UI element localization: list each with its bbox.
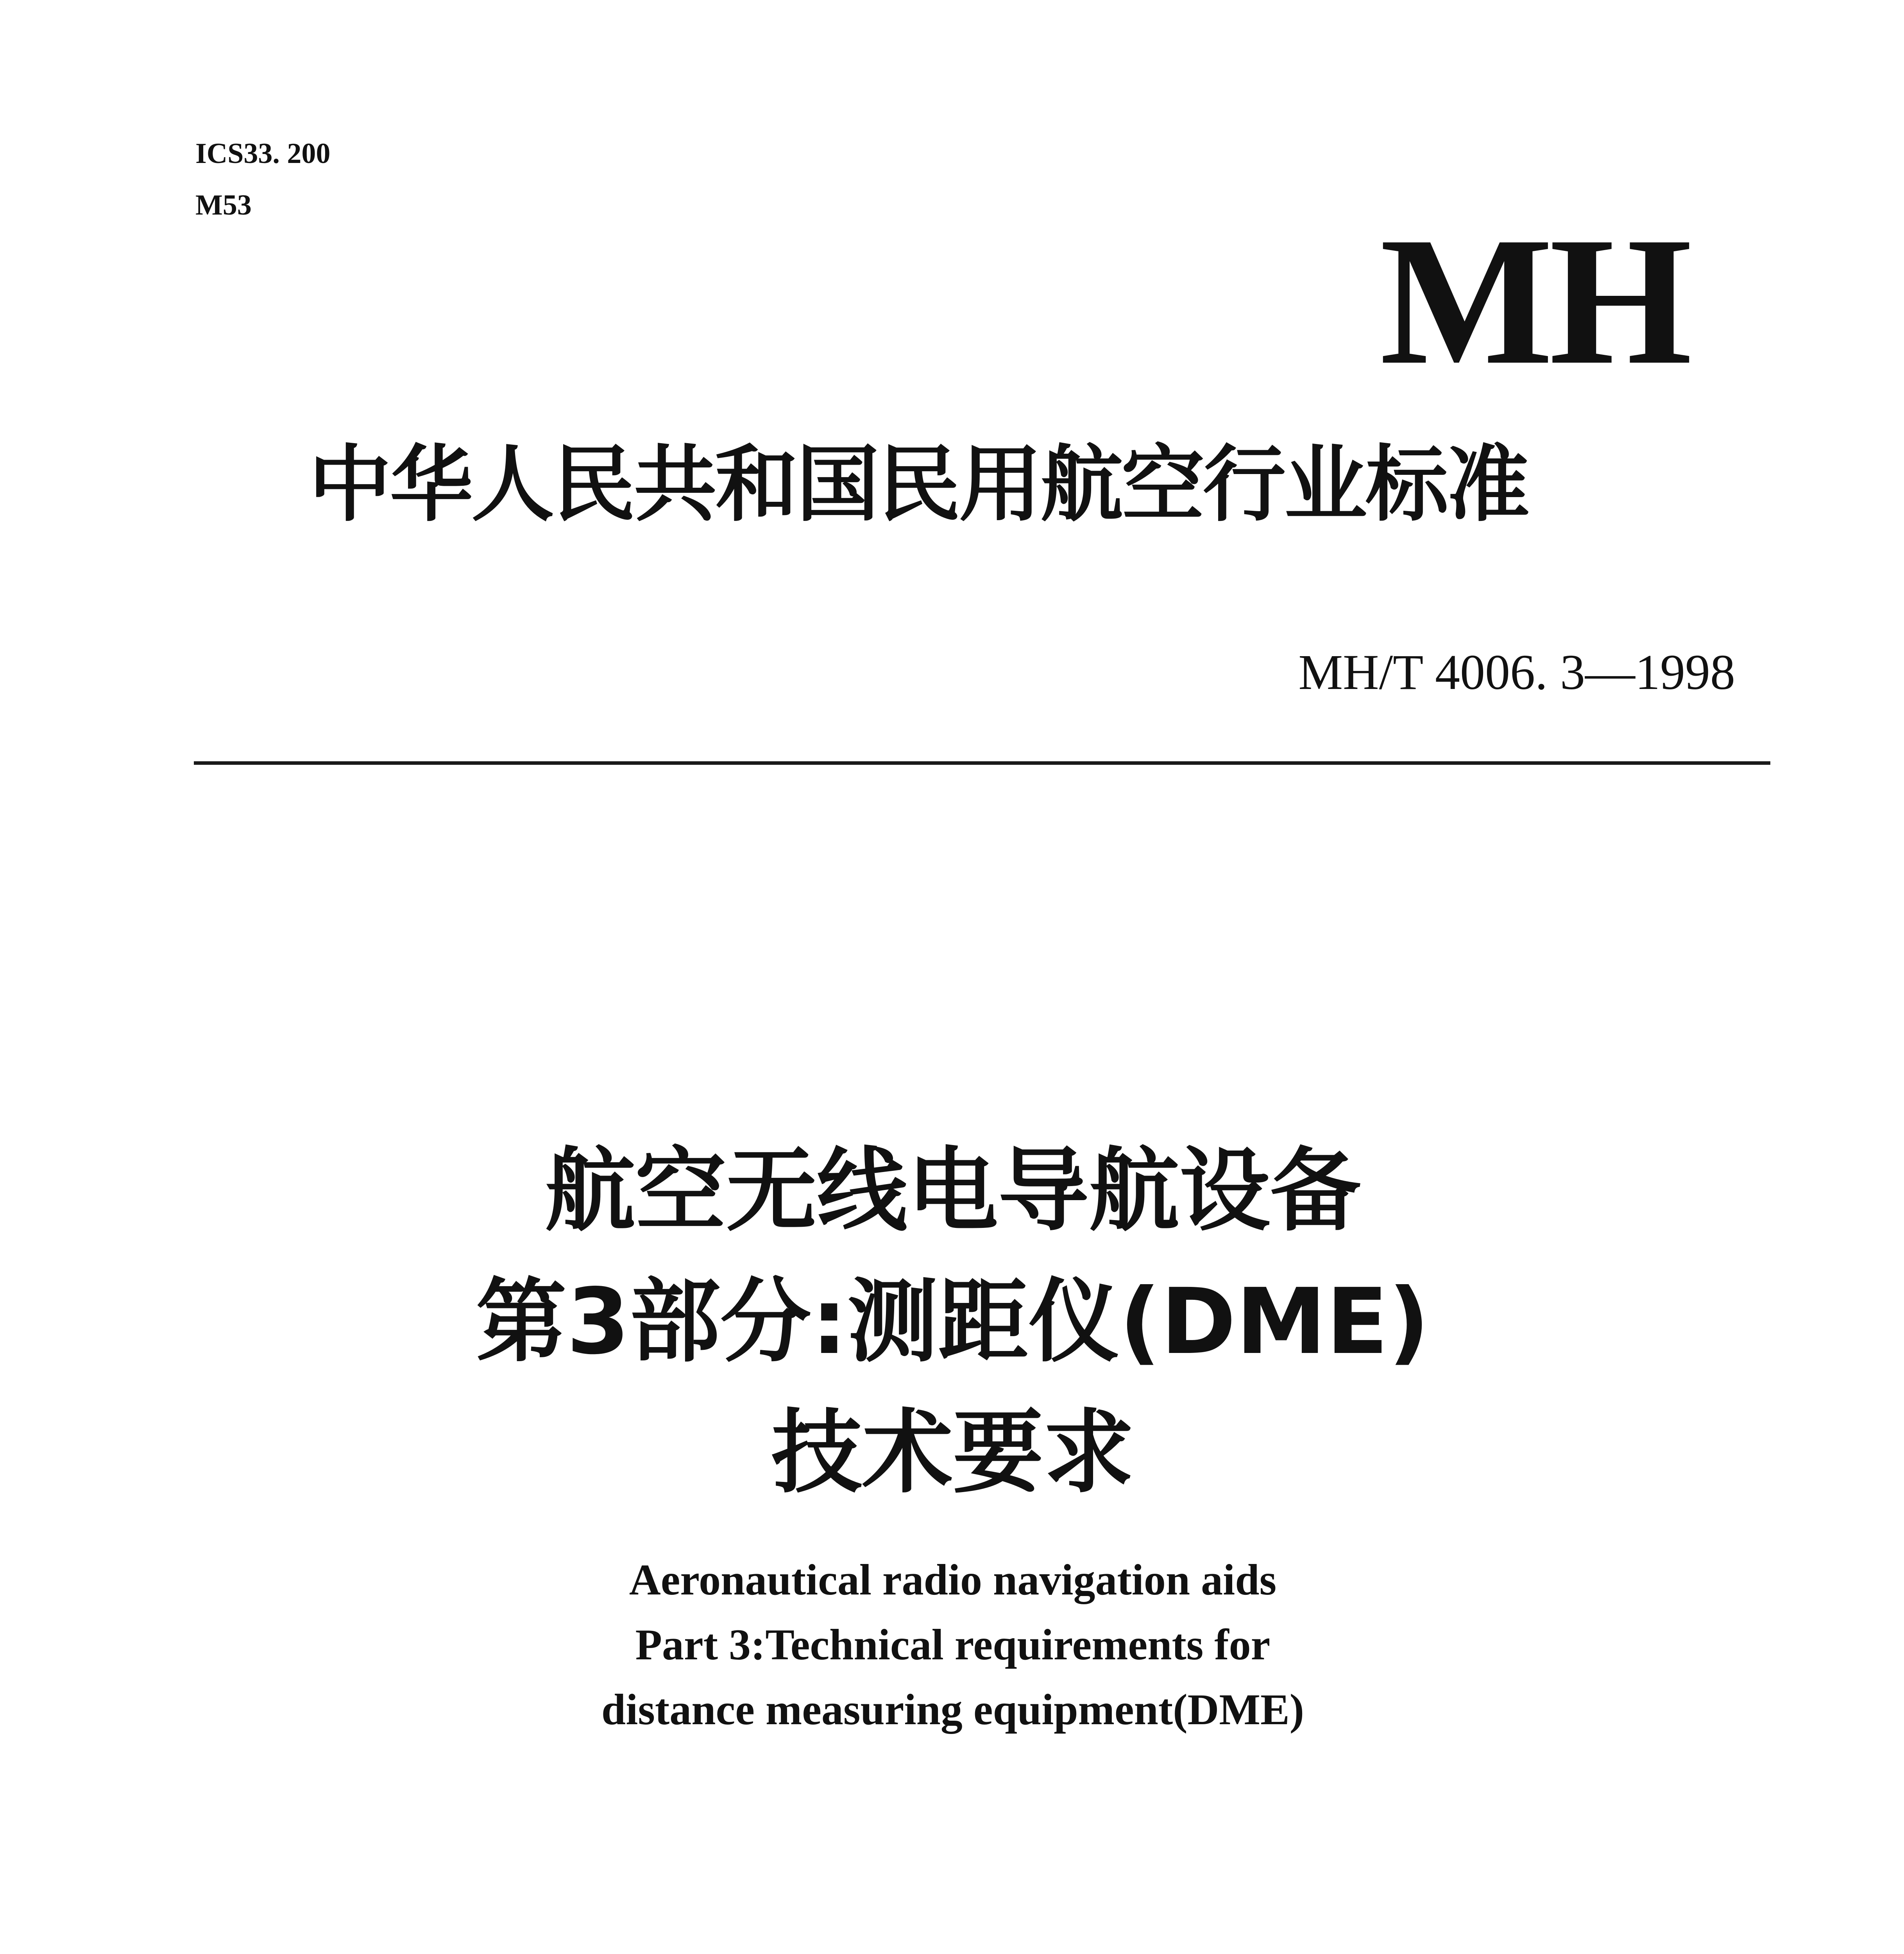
standard-title: 中华人民共和国民用航空行业标准 xyxy=(309,436,1528,533)
standard-number: MH/T 4006. 3—1998 xyxy=(1298,644,1735,700)
title-en-line-1: Aeronautical radio navigation aids xyxy=(629,1556,1277,1604)
title-cn-line-3: 技术要求 xyxy=(771,1400,1134,1505)
document-title-en xyxy=(195,1548,1710,1742)
title-en-line-2: Part 3:Technical requirements for xyxy=(635,1621,1271,1669)
title-en-line-3: distance measuring equipment(DME) xyxy=(601,1686,1305,1734)
ics-code: ICS33. 200 xyxy=(195,138,331,170)
top-divider xyxy=(194,761,1770,765)
document-title-cn xyxy=(195,1126,1710,1518)
classification-code: M53 xyxy=(195,189,252,221)
title-cn-line-1: 航空无线电导航设备 xyxy=(544,1138,1361,1244)
title-cn-line-2: 第3部分:测距仪(DME) xyxy=(476,1269,1430,1374)
mh-logo: MH xyxy=(1380,199,1688,403)
